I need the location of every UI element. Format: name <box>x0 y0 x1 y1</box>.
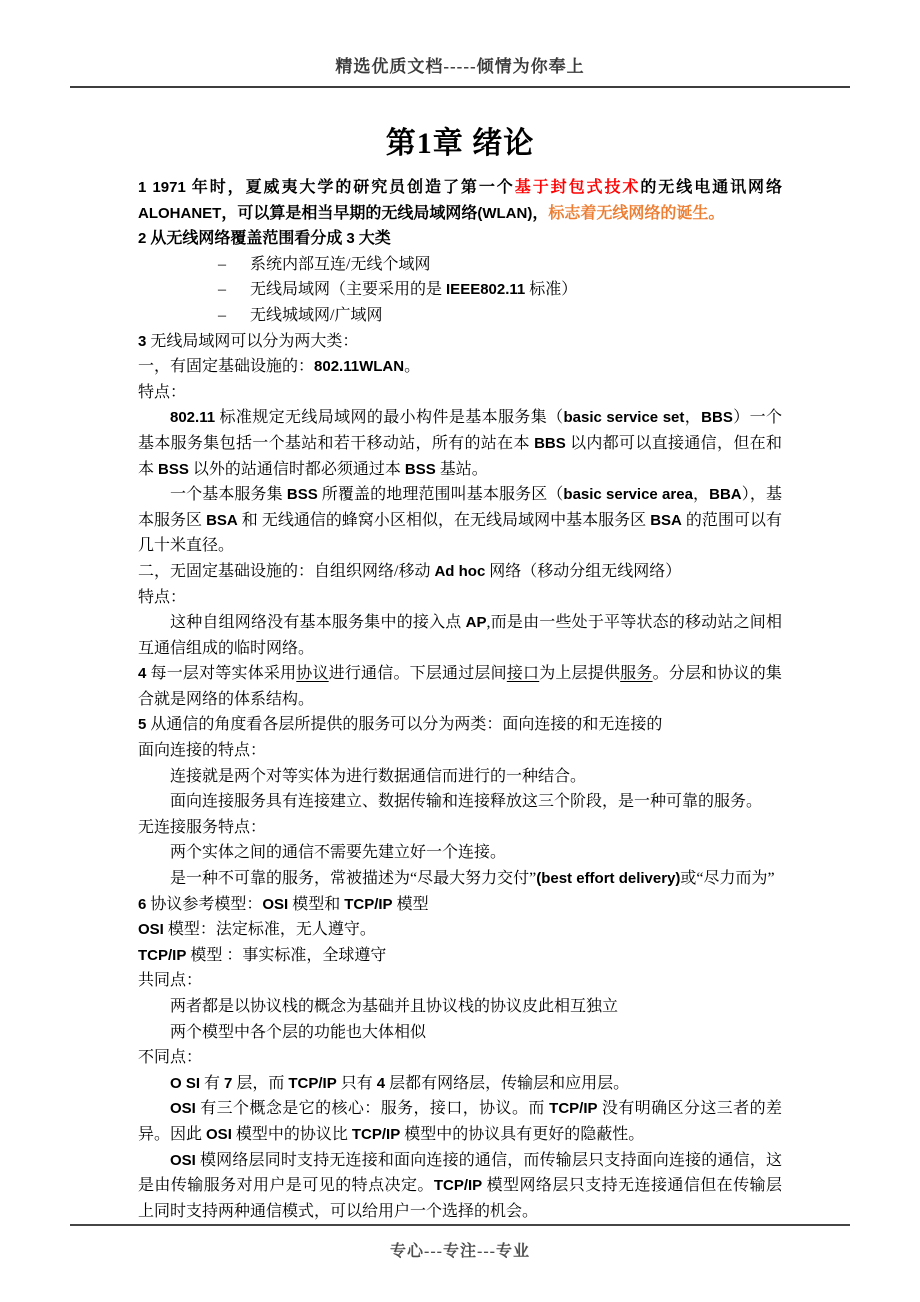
latin-text: 1 1971 <box>138 179 186 196</box>
paragraph: 特点： <box>138 383 187 401</box>
latin-text: (WLAN) <box>477 204 533 222</box>
paragraph: OSI 模型：法定标准，无人遵守。 <box>138 921 376 939</box>
latin-text: basic service area <box>563 486 693 504</box>
paragraph: 两者都是以协议栈的概念为基础并且协议栈的协议皮此相互独立 <box>170 998 619 1015</box>
paragraph: 4 每一层对等实体采用协议进行通信。下层通过层间接口为上层提供服务。分层和协议的集合就是网络的体系结构。 <box>138 665 782 708</box>
highlight-red-text: 基于封包式技术 <box>514 179 641 196</box>
latin-text: BSS <box>158 460 189 478</box>
latin-text: OSI <box>170 1151 196 1169</box>
latin-text: BSA <box>206 511 238 529</box>
highlight-orange-text: 标志着无线网络的诞生。 <box>548 204 725 222</box>
latin-text: BSS <box>404 460 436 478</box>
latin-text: 802.11 <box>170 409 216 427</box>
latin-text: ALOHANET <box>138 204 222 222</box>
latin-text: 3 <box>346 230 355 248</box>
paragraph: OSI 有三个概念是它的核心：服务，接口，协议。而 TCP/IP 没有明确区分这三者的差异。因此 OSI 模型中的协议比 TCP/IP 模型中的协议具有更好的隐蔽性。 <box>138 1100 782 1143</box>
page-footer <box>70 1224 850 1261</box>
latin-text: 2 <box>138 230 147 248</box>
list-item-text: 无线局域网（主要采用的是 IEEE802.11 标准） <box>250 281 578 299</box>
paragraph: 连接就是两个对等实体为进行数据通信而进行的一种结合。 <box>170 767 587 785</box>
list-dash: – <box>218 281 226 299</box>
underlined-term: 协议 <box>296 665 329 683</box>
latin-text: 4 <box>376 1074 386 1092</box>
latin-text: TCP/IP <box>344 895 393 913</box>
paragraph: 无连接服务特点： <box>138 818 267 836</box>
latin-text: 802.11WLAN <box>314 358 405 376</box>
footer-text: 专心---专注---专业 <box>390 1243 530 1261</box>
latin-text: 6 <box>138 895 147 913</box>
latin-text: IEEE802.11 <box>446 281 526 299</box>
latin-text: (best effort delivery) <box>536 870 681 888</box>
paragraph: 两个实体之间的通信不需要先建立好一个连接。 <box>170 844 507 862</box>
latin-text: OSI <box>206 1125 232 1143</box>
header-text: 精选优质文档-----倾情为你奉上 <box>335 57 585 76</box>
latin-text: OSI <box>138 921 164 939</box>
latin-text: 5 <box>138 716 147 734</box>
latin-text: BSS <box>286 486 318 504</box>
paragraph: 特点： <box>138 588 187 606</box>
list-item <box>218 277 782 303</box>
page-header <box>70 0 850 88</box>
list-item-text: 无线城域网/广域网 <box>250 306 383 324</box>
underlined-term: 接口 <box>506 665 540 683</box>
list-item <box>218 252 782 278</box>
underlined-term: 服务 <box>620 665 653 683</box>
latin-text: O SI <box>170 1074 201 1092</box>
latin-text: TCP/IP <box>138 946 187 964</box>
paragraph: 802.11 标准规定无线局域网的最小构件是基本服务集（basic service set，BBS）一个基本服务集包括一个基站和若干移动站，所有的站在本 BBS 以内都可以直接通信，但在和本 BSS 以外的站通信时都必须通过本 BSS 基站。 <box>138 409 782 478</box>
latin-text: TCP/IP <box>351 1125 401 1143</box>
latin-text: TCP/IP <box>549 1100 598 1118</box>
paragraph: 2 从无线网络覆盖范围看分成 3 大类 <box>138 230 391 248</box>
latin-text: OSI <box>262 895 289 913</box>
latin-text: basic service set <box>563 409 685 427</box>
paragraph: 5 从通信的角度看各层所提供的服务可以分为两类：面向连接的和无连接的 <box>138 716 663 734</box>
paragraph: OSI 模网络层同时支持无连接和面向连接的通信，而传输层只支持面向连接的通信，这是由传输服务对用户是可见的特点决定。TCP/IP 模型网络层只支持无连接通信但在传输层上同时支持两种通信模式，可以给用户一个选择的机会。 <box>138 1151 782 1220</box>
paragraph: TCP/IP 模型 ：事实标准，全球遵守 <box>138 946 387 964</box>
latin-text: BBS <box>701 409 733 427</box>
list-dash: – <box>218 306 226 324</box>
page-title: 第1章 绪论 <box>385 127 535 160</box>
latin-text: Ad hoc <box>434 562 486 580</box>
paragraph: 一个基本服务集 BSS 所覆盖的地理范围叫基本服务区（basic service area，BBA），基本服务区 BSA 和 无线通信的蜂窝小区相似，在无线局域网中基本服务区 BSA 的范围可以有几十米直径。 <box>138 486 782 555</box>
paragraph: 这种自组网络没有基本服务集中的接入点 AP,而是由一些处于平等状态的移动站之间相互通信组成的临时网络。 <box>138 614 782 657</box>
paragraph: 面向连接服务具有连接建立、数据传输和连接释放这三个阶段，是一种可靠的服务。 <box>170 793 763 811</box>
paragraph: 面向连接的特点： <box>138 742 267 760</box>
latin-text: BBS <box>534 434 566 452</box>
list-item <box>218 303 782 329</box>
document-body <box>138 175 782 1224</box>
paragraph: 是一种不可靠的服务，常被描述为“尽最大努力交付”(best effort delivery)或“尽力而为” <box>170 870 775 888</box>
paragraph: 不同点： <box>138 1049 203 1067</box>
paragraph: 3 无线局域网可以分为两大类： <box>138 332 359 350</box>
latin-text: AP <box>465 614 487 632</box>
paragraph: 一，有固定基础设施的：802.11WLAN。 <box>138 358 421 376</box>
latin-text: 3 <box>138 332 147 350</box>
list-item-text: 系统内部互连/无线个域网 <box>250 255 431 273</box>
list-dash: – <box>218 255 226 273</box>
paragraph: 共同点： <box>138 972 203 990</box>
latin-text: 4 <box>138 665 147 683</box>
paragraph: 二，无固定基础设施的：自组织网络/移动 Ad hoc 网络（移动分组无线网络） <box>138 562 682 580</box>
latin-text: BSA <box>650 511 682 529</box>
paragraph: 6 协议参考模型：OSI 模型和 TCP/IP 模型 <box>138 895 429 913</box>
latin-text: TCP/IP <box>433 1177 483 1195</box>
latin-text: TCP/IP <box>288 1074 337 1092</box>
paragraph: 1 1971 年时，夏威夷大学的研究员创造了第一个基于封包式技术的无线电通讯网络 ALOHANET，可以算是相当早期的无线局域网络(WLAN)，标志着无线网络的诞生。 <box>138 179 782 222</box>
paragraph: 两个模型中各个层的功能也大体相似 <box>170 1023 427 1041</box>
latin-text: BBA <box>709 486 742 504</box>
paragraph: O SI 有 7 层，而 TCP/IP 只有 4 层都有网络层，传输层和应用层。 <box>170 1074 630 1092</box>
latin-text: OSI <box>170 1100 196 1118</box>
latin-text: 7 <box>224 1074 233 1092</box>
